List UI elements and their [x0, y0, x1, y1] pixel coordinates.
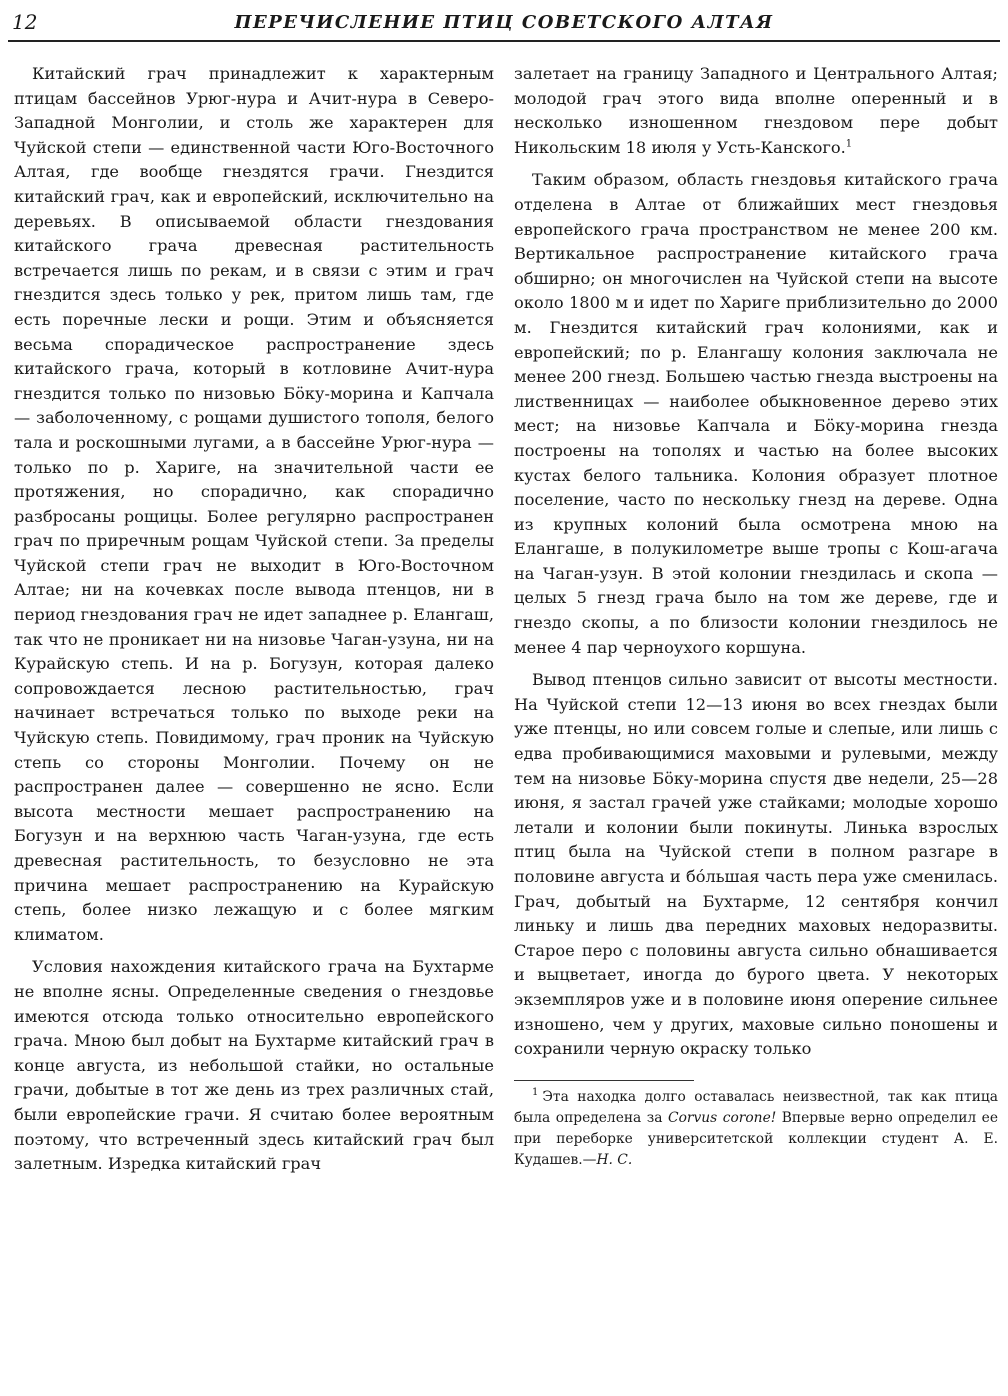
- continuation-text: залетает на границу Западного и Центрального Алтая; молодой грач этого вида вполне оперенный и в несколько изношенном гнездовом пере добыт Никольским 18 июля у Усть-Канского.: [514, 64, 998, 157]
- paragraph-rook-range: Китайский грач принадлежит к характерным птицам бассейнов Урюг-нура и Ачит-нура в Северо-Западной Монголии, и столь же характерен для Чуйской степи — единственной части Юго-Восточного Алтая, где вообще гнездятся грачи. Гнездится китайский грач, как и европейский, исключительно на деревьях. В описываемой области гнездования китайского грача древесная растительность встречается лишь по рекам, и в связи с этим и грач гнездится здесь только у рек, притом лишь там, где есть поречные лески и рощи. Этим и объясняется весьма спорадическое распространение здесь китайского грача, который в котловине Ачит-нура гнездится только по низовью Бöку-морина и Капчала — заболоченному, с рощами душистого тополя, белого тала и роскошными лугами, а в бассейне Урюг-нура — только по р. Хариге, на значительной части ее протяжения, но спорадично, как спорадично разбросаны рощицы. Более регулярно распространен грач по приречным рощам Чуйской степи. За пределы Чуйской степи грач не выходит в Юго-Восточном Алтае; ни на кочевках после вывода птенцов, ни в период гнездования грач не идет западнее р. Елангаш, так что не проникает ни на низовье Чаган-узуна, ни на Курайскую степь. И на р. Богузун, которая далеко сопровождается лесною растительностью, грач начинает встречаться только по выходе реки на Чуйскую степь. Повидимому, грач проник на Чуйскую степь со стороны Монголии. Почему он не распространен далее — совершенно не ясно. Если высота местности мешает распространению на Богузун и на верхнюю часть Чаган-узуна, где есть древесная растительность, то безусловно не эта причина мешает распространению на Курайскую степь, более низко лежащую и с более мягким климатом.: [14, 64, 494, 944]
- paragraph-continuation: [514, 62, 998, 160]
- left-column: [14, 62, 494, 1185]
- right-column: [514, 62, 998, 1171]
- page-header: [8, 6, 1000, 42]
- footnote-text-after: Впервые верно определил ее при переборке университетской коллекции студент А. Е. Кудашев.—: [514, 1109, 998, 1168]
- paragraph-nesting-area: Таким образом, область гнездовья китайского грача отделена в Алтае от ближайших мест гнездовья европейского грача пространством не менее 200 км. Вертикальное распространение китайского грача обширно; он многочислен на Чуйской степи на высоте около 1800 м и идет по Хариге приблизительно до 2000 м. Гнездится китайский грач колониями, как и европейский; по р. Елангашу колония заключала не менее 200 гнезд. Большею частью гнезда выстроены на лиственницах — наиболее обыкновенное дерево этих мест; на низовье Капчала и Бöку-морина гнезда построены на тополях и частью на более высоких кустах белого тальника. Колония образует плотное поселение, часто по нескольку гнезд на дереве. Одна из крупных колоний была осмотрена мною на Елангаше, в полукилометре выше тропы с Кош-агача на Чаган-узун. В этой колонии гнездилась и скопа — целых 5 гнезд грача было на том же дереве, где и гнездо скопы, а по близости колонии гнездилось не менее 4 пар черноухого коршуна.: [514, 170, 998, 657]
- footnote-text-before: Эта находка долго оставалась неизвестной, так как птица была определена за: [514, 1088, 998, 1126]
- footnote-reference: 1: [845, 138, 853, 150]
- footnote-divider: [514, 1080, 694, 1081]
- footnote-signature: Н. С.: [596, 1151, 633, 1168]
- footnote: [514, 1087, 998, 1171]
- footnote-latin-name: Corvus corone!: [668, 1109, 777, 1126]
- footnote-mark: 1: [532, 1087, 539, 1099]
- running-title: ПЕРЕЧИСЛЕНИЕ ПТИЦ СОВЕТСКОГО АЛТАЯ: [234, 12, 774, 33]
- paragraph-bukhtarma: Условия нахождения китайского грача на Бухтарме не вполне ясны. Определенные сведения о гнездовье имеются отсюда только относительно европейского грача. Мною был добыт на Бухтарме китайский грач в конце августа, из небольшой стайки, но остальные грачи, добытые в тот же день из трех различных стай, были европейские грачи. Я считаю более вероятным поэтому, что встреченный здесь китайский грач был залетным. Изредка китайский грач: [14, 957, 494, 1174]
- paragraph-fledging-molt: Вывод птенцов сильно зависит от высоты местности. На Чуйской степи 12—13 июня во всех гнездах были уже птенцы, но или совсем голые и слепые, или лишь с едва пробивающимися маховыми и рулевыми, между тем на низовье Бöку-морина спустя две недели, 25—28 июня, я застал грачей уже стайками; молодые хорошо летали и колонии были покинуты. Линька взрослых птиц была на Чуйской степи в полном разгаре в половине августа и бóльшая часть пера уже сменилась. Грач, добытый на Бухтарме, 12 сентября кончил линьку и лишь два передних маховых недоразвиты. Старое перо с половины августа сильно обнашивается и выцветает, иногда до бурого цвета. У некоторых экземпляров уже и в половине июня оперение сильнее изношено, чем у других, маховые сильно поношены и сохранили черную окраску только: [514, 670, 998, 1059]
- page-number: 12: [12, 10, 38, 34]
